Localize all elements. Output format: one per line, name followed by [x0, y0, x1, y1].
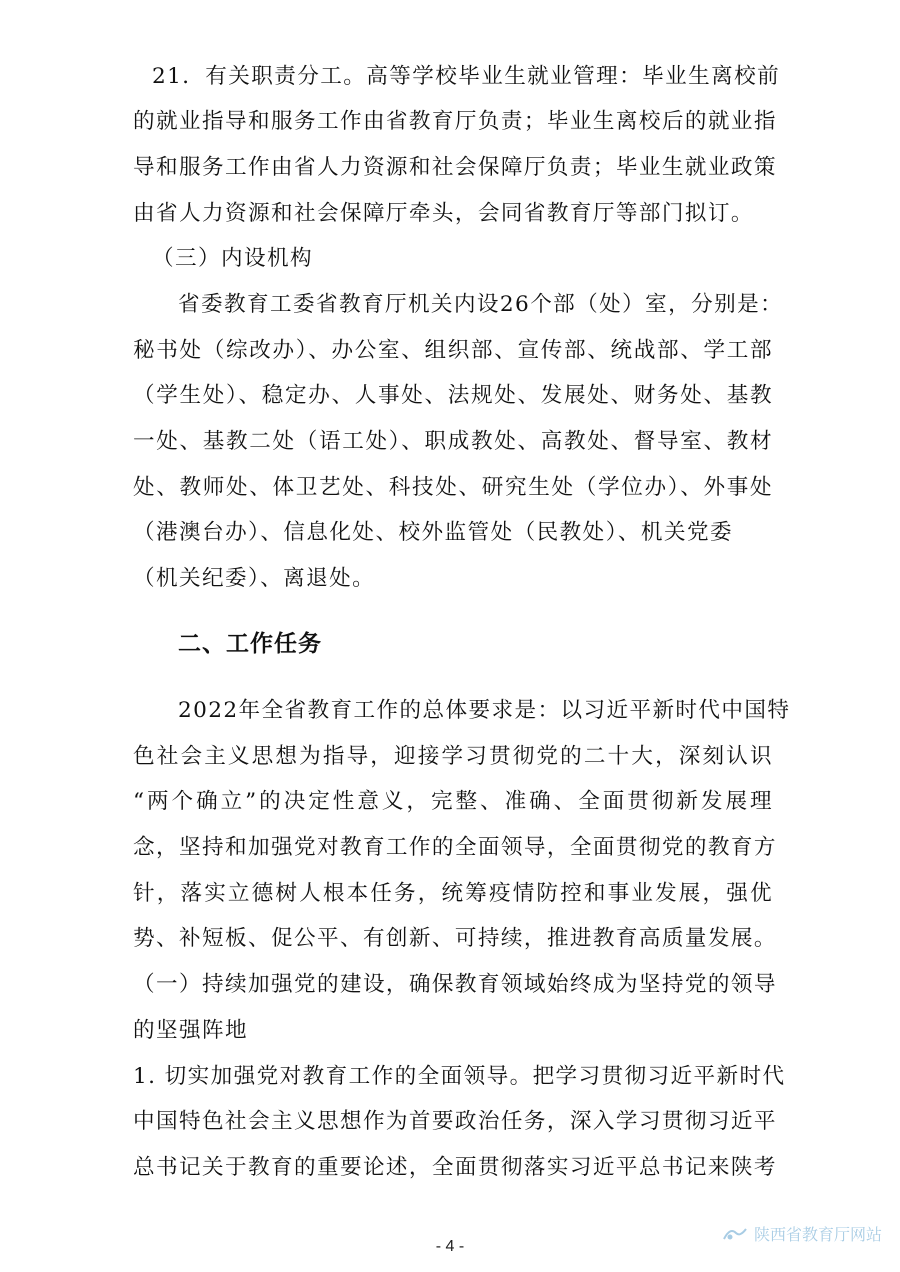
- requirements-paragraph-line-3: “两个确立”的决定性意义，完整、准确、全面贯彻新发展理: [133, 789, 773, 814]
- item-1-line-3: 总书记关于教育的重要论述，全面贯彻落实习近平总书记来陕考: [133, 1155, 777, 1180]
- organs-paragraph-line-4: 一处、基教二处（语工处）、职成教处、高教处、督导室、教材: [133, 429, 773, 454]
- organs-paragraph-line-2: 秘书处（综改办）、办公室、组织部、宣传部、统战部、学工部: [133, 338, 773, 363]
- item-1-line-2: 中国特色社会主义思想作为首要政治任务，深入学习贯彻习近平: [133, 1109, 777, 1134]
- page-number: - 4 -: [435, 1238, 465, 1255]
- requirements-paragraph-line-5: 针，落实立德树人根本任务，统筹疫情防控和事业发展，强优: [133, 881, 773, 906]
- paragraph-21-line-2: 的就业指导和服务工作由省教育厅负责；毕业生离校后的就业指: [133, 109, 777, 134]
- requirements-paragraph-line-4: 念，坚持和加强党对教育工作的全面领导，全面贯彻党的教育方: [133, 835, 777, 860]
- requirements-paragraph-line-1: 2022年全省教育工作的总体要求是：以习近平新时代中国特: [178, 698, 791, 723]
- section-work-tasks-heading: 二、工作任务: [178, 631, 322, 657]
- organs-paragraph-line-5: 处、教师处、体卫艺处、科技处、研究生处（学位办）、外事处: [133, 475, 773, 500]
- site-watermark: [722, 1222, 882, 1245]
- organs-paragraph-line-6: （港澳台办）、信息化处、校外监管处（民教处）、机关党委: [133, 520, 733, 545]
- paragraph-21-line-3: 导和服务工作由省人力资源和社会保障厅负责；毕业生就业政策: [133, 155, 777, 180]
- organs-paragraph-line-7: （机关纪委）、离退处。: [133, 566, 376, 591]
- paragraph-21-line-4: 由省人力资源和社会保障厅牵头，会同省教育厅等部门拟订。: [133, 201, 754, 226]
- subsection-one-heading-line-1: （一）持续加强党的建设，确保教育领域始终成为坚持党的领导: [133, 972, 777, 997]
- requirements-paragraph-line-6: 势、补短板、促公平、有创新、可持续，推进教育高质量发展。: [133, 926, 777, 951]
- watermark-logo-icon: [722, 1225, 748, 1243]
- item-1-line-1: 1. 切实加强党对教育工作的全面领导。把学习贯彻习近平新时代: [133, 1064, 786, 1089]
- watermark-text: 陕西省教育厅网站: [753, 1225, 882, 1244]
- requirements-paragraph-line-2: 色社会主义思想为指导，迎接学习贯彻党的二十大，深刻认识: [133, 744, 773, 769]
- subsection-one-heading-line-2: 的坚强阵地: [133, 1018, 248, 1043]
- organs-paragraph-line-1: 省委教育工委省教育厅机关内设26个部（处）室，分别是：: [178, 292, 784, 317]
- organs-paragraph-line-3: （学生处）、稳定办、人事处、法规处、发展处、财务处、基教: [133, 383, 773, 408]
- section-internal-organs-heading: （三）内设机构: [152, 246, 313, 271]
- paragraph-21-line-1: 21．有关职责分工。高等学校毕业生就业管理：毕业生离校前: [152, 64, 781, 89]
